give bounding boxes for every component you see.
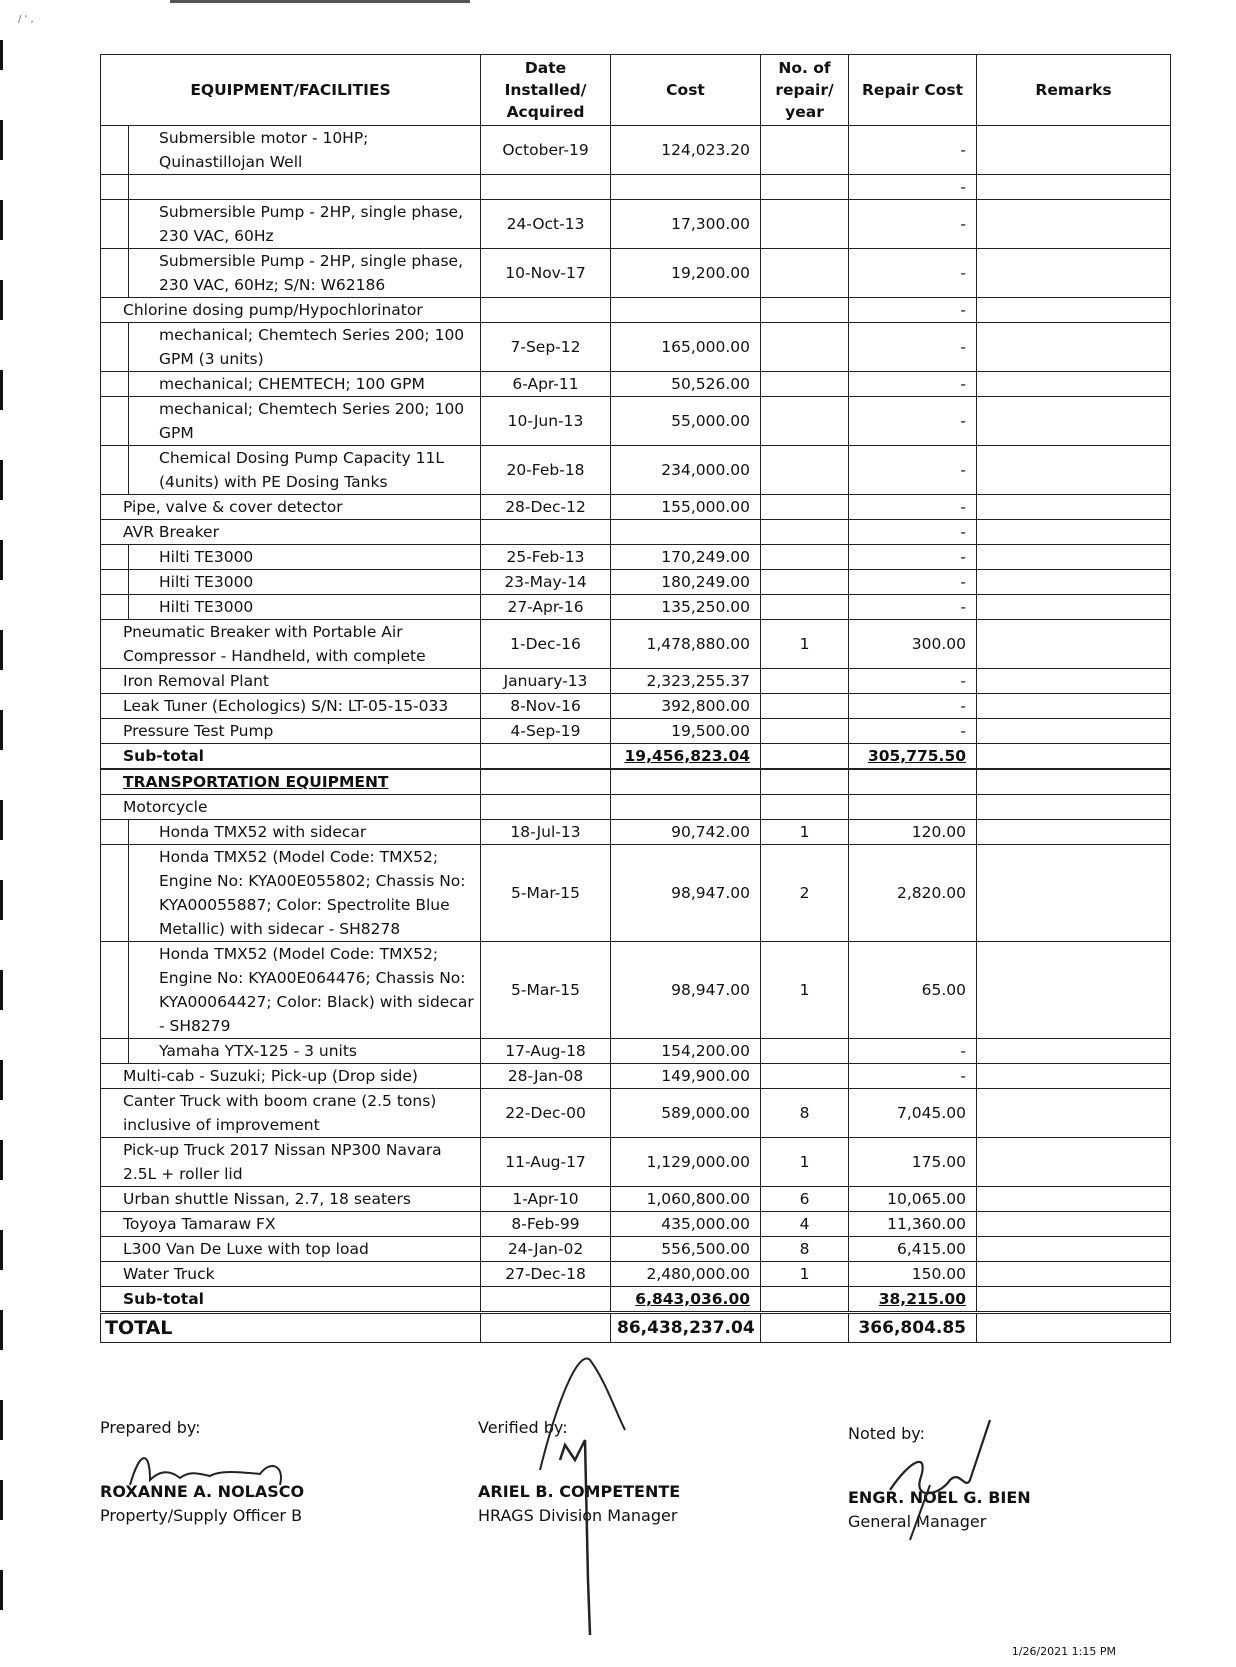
date-acquired: 5-Mar-15 bbox=[481, 942, 611, 1039]
table-row bbox=[101, 694, 1171, 719]
signature-scribble bbox=[530, 1350, 640, 1640]
date-acquired: 4-Sep-19 bbox=[481, 719, 611, 744]
indent-cell bbox=[101, 372, 129, 397]
table-row bbox=[101, 795, 1171, 820]
table-row bbox=[101, 1212, 1171, 1237]
table-row bbox=[101, 298, 1171, 323]
date-acquired: 24-Oct-13 bbox=[481, 200, 611, 249]
date-acquired: 8-Nov-16 bbox=[481, 694, 611, 719]
total-label: TOTAL bbox=[101, 1313, 481, 1343]
cost-value: 155,000.00 bbox=[611, 495, 761, 520]
repair-cost-value: - bbox=[849, 249, 977, 298]
date-acquired: October-19 bbox=[481, 126, 611, 175]
print-timestamp: 1/26/2021 1:15 PM bbox=[1011, 1645, 1116, 1658]
cost-value: 589,000.00 bbox=[611, 1089, 761, 1138]
indent-cell bbox=[101, 845, 129, 942]
cost-value: 19,456,823.04 bbox=[611, 744, 761, 769]
remarks-cell bbox=[977, 570, 1171, 595]
table-row bbox=[101, 1039, 1171, 1064]
cost-value: 55,000.00 bbox=[611, 397, 761, 446]
remarks-cell bbox=[977, 126, 1171, 175]
repair-count bbox=[761, 249, 849, 298]
equipment-description: Honda TMX52 with sidecar bbox=[129, 820, 481, 845]
table-row bbox=[101, 620, 1171, 669]
remarks-cell bbox=[977, 694, 1171, 719]
table-header-row bbox=[101, 55, 1171, 126]
header-repair-cost: Repair Cost bbox=[849, 55, 977, 126]
repair-cost-value: - bbox=[849, 175, 977, 200]
repair-cost-value: 120.00 bbox=[849, 820, 977, 845]
equipment-description: Hilti TE3000 bbox=[129, 545, 481, 570]
indent-cell bbox=[101, 175, 129, 200]
table-row bbox=[101, 744, 1171, 769]
equipment-description: Urban shuttle Nissan, 2.7, 18 seaters bbox=[101, 1187, 481, 1212]
date-acquired: 23-May-14 bbox=[481, 570, 611, 595]
remarks-cell bbox=[977, 520, 1171, 545]
indent-cell bbox=[101, 820, 129, 845]
indent-cell bbox=[101, 397, 129, 446]
repair-cost-value: 7,045.00 bbox=[849, 1089, 977, 1138]
table-row bbox=[101, 200, 1171, 249]
cost-value: 2,480,000.00 bbox=[611, 1262, 761, 1287]
repair-cost-value: - bbox=[849, 1064, 977, 1089]
equipment-description: Submersible Pump - 2HP, single phase, 230 VAC, 60Hz bbox=[129, 200, 481, 249]
repair-cost-value: - bbox=[849, 126, 977, 175]
repair-cost-value: - bbox=[849, 1039, 977, 1064]
scan-edge-mark bbox=[0, 880, 3, 920]
repair-cost-value: - bbox=[849, 200, 977, 249]
table-row bbox=[101, 719, 1171, 744]
repair-count: 1 bbox=[761, 620, 849, 669]
repair-count: 1 bbox=[761, 1262, 849, 1287]
cost-value: 1,129,000.00 bbox=[611, 1138, 761, 1187]
cost-value: 19,500.00 bbox=[611, 719, 761, 744]
cost-value: 124,023.20 bbox=[611, 126, 761, 175]
date-acquired: 27-Apr-16 bbox=[481, 595, 611, 620]
table-row bbox=[101, 1262, 1171, 1287]
remarks-cell bbox=[977, 620, 1171, 669]
remarks-cell bbox=[977, 545, 1171, 570]
equipment-table bbox=[100, 54, 1171, 1343]
repair-cost-value: - bbox=[849, 545, 977, 570]
remarks-cell bbox=[977, 323, 1171, 372]
date-acquired: 10-Nov-17 bbox=[481, 249, 611, 298]
prepared-label: Prepared by: bbox=[100, 1418, 201, 1437]
equipment-description: mechanical; Chemtech Series 200; 100 GPM (3 units) bbox=[129, 323, 481, 372]
repair-cost-value: 300.00 bbox=[849, 620, 977, 669]
repair-cost-value: 10,065.00 bbox=[849, 1187, 977, 1212]
repair-count bbox=[761, 770, 849, 795]
equipment-description: Honda TMX52 (Model Code: TMX52; Engine No: KYA00E064476; Chassis No: KYA00064427; Color: Black) with sidecar - SH8279 bbox=[129, 942, 481, 1039]
cost-value: 6,843,036.00 bbox=[611, 1287, 761, 1313]
repair-count bbox=[761, 744, 849, 769]
table-row bbox=[101, 126, 1171, 175]
scan-edge-mark bbox=[0, 1230, 3, 1270]
scan-edge-mark bbox=[0, 800, 3, 840]
cost-value: 435,000.00 bbox=[611, 1212, 761, 1237]
remarks-cell bbox=[977, 175, 1171, 200]
remarks-cell bbox=[977, 942, 1171, 1039]
repair-cost-value bbox=[849, 770, 977, 795]
date-acquired: 28-Jan-08 bbox=[481, 1064, 611, 1089]
indent-cell bbox=[101, 126, 129, 175]
indent-cell bbox=[101, 595, 129, 620]
equipment-description: Chlorine dosing pump/Hypochlorinator bbox=[101, 298, 481, 323]
indent-cell bbox=[101, 446, 129, 495]
repair-cost-value: - bbox=[849, 397, 977, 446]
noted-title: General Manager bbox=[848, 1512, 987, 1531]
cost-value: 234,000.00 bbox=[611, 446, 761, 495]
cost-value: 98,947.00 bbox=[611, 845, 761, 942]
verified-title: HRAGS Division Manager bbox=[478, 1506, 678, 1525]
remarks-cell bbox=[977, 397, 1171, 446]
remarks-cell bbox=[977, 249, 1171, 298]
table-row bbox=[101, 397, 1171, 446]
table-body bbox=[101, 126, 1171, 1313]
repair-count: 8 bbox=[761, 1089, 849, 1138]
cost-value: 19,200.00 bbox=[611, 249, 761, 298]
repair-count bbox=[761, 372, 849, 397]
total-row bbox=[101, 1313, 1171, 1343]
scan-edge-mark bbox=[0, 710, 3, 750]
equipment-description: Sub-total bbox=[101, 1287, 481, 1313]
remarks-cell bbox=[977, 719, 1171, 744]
repair-cost-value: - bbox=[849, 446, 977, 495]
cost-value: 98,947.00 bbox=[611, 942, 761, 1039]
equipment-description: Leak Tuner (Echologics) S/N: LT-05-15-033 bbox=[101, 694, 481, 719]
equipment-description: Multi-cab - Suzuki; Pick-up (Drop side) bbox=[101, 1064, 481, 1089]
remarks-cell bbox=[977, 1262, 1171, 1287]
repair-count bbox=[761, 669, 849, 694]
scan-edge-mark bbox=[0, 1480, 3, 1520]
header-cost: Cost bbox=[611, 55, 761, 126]
noted-label: Noted by: bbox=[848, 1424, 925, 1443]
repair-count: 4 bbox=[761, 1212, 849, 1237]
indent-cell bbox=[101, 570, 129, 595]
remarks-cell bbox=[977, 595, 1171, 620]
repair-count bbox=[761, 1064, 849, 1089]
scan-edge-mark bbox=[0, 540, 3, 580]
scan-edge-mark bbox=[0, 1140, 3, 1180]
remarks-cell bbox=[977, 795, 1171, 820]
remarks-cell bbox=[977, 744, 1171, 769]
repair-cost-value: 2,820.00 bbox=[849, 845, 977, 942]
scan-edge-mark bbox=[0, 370, 3, 410]
total-repair-cost: 366,804.85 bbox=[849, 1313, 977, 1343]
repair-cost-value: - bbox=[849, 570, 977, 595]
date-acquired: 6-Apr-11 bbox=[481, 372, 611, 397]
scan-edge-mark bbox=[0, 970, 3, 1010]
cost-value bbox=[611, 520, 761, 545]
cost-value: 1,478,880.00 bbox=[611, 620, 761, 669]
date-acquired: 1-Dec-16 bbox=[481, 620, 611, 669]
repair-count bbox=[761, 397, 849, 446]
remarks-cell bbox=[977, 1212, 1171, 1237]
repair-cost-value: 305,775.50 bbox=[849, 744, 977, 769]
cost-value: 149,900.00 bbox=[611, 1064, 761, 1089]
equipment-description: TRANSPORTATION EQUIPMENT bbox=[101, 770, 481, 795]
indent-cell bbox=[101, 200, 129, 249]
date-acquired: 18-Jul-13 bbox=[481, 820, 611, 845]
repair-count: 1 bbox=[761, 820, 849, 845]
table-row bbox=[101, 669, 1171, 694]
header-repairs: No. of repair/ year bbox=[761, 55, 849, 126]
cost-value: 170,249.00 bbox=[611, 545, 761, 570]
table-row bbox=[101, 595, 1171, 620]
equipment-description: Canter Truck with boom crane (2.5 tons) inclusive of improvement bbox=[101, 1089, 481, 1138]
repair-count: 1 bbox=[761, 1138, 849, 1187]
repair-cost-value: - bbox=[849, 694, 977, 719]
equipment-description: Pick-up Truck 2017 Nissan NP300 Navara 2.5L + roller lid bbox=[101, 1138, 481, 1187]
table-row bbox=[101, 845, 1171, 942]
repair-count: 8 bbox=[761, 1237, 849, 1262]
repair-cost-value: 6,415.00 bbox=[849, 1237, 977, 1262]
cost-value bbox=[611, 795, 761, 820]
repair-cost-value: - bbox=[849, 669, 977, 694]
repair-count bbox=[761, 175, 849, 200]
equipment-description: Honda TMX52 (Model Code: TMX52; Engine No: KYA00E055802; Chassis No: KYA00055887; Color: Spectrolite Blue Metallic) with sidecar - SH8278 bbox=[129, 845, 481, 942]
date-acquired: 11-Aug-17 bbox=[481, 1138, 611, 1187]
equipment-description: Sub-total bbox=[101, 744, 481, 769]
cost-value: 165,000.00 bbox=[611, 323, 761, 372]
equipment-description: AVR Breaker bbox=[101, 520, 481, 545]
scan-edge-mark bbox=[0, 1310, 3, 1350]
equipment-description: Pneumatic Breaker with Portable Air Compressor - Handheld, with complete bbox=[101, 620, 481, 669]
cost-value: 392,800.00 bbox=[611, 694, 761, 719]
table-row bbox=[101, 545, 1171, 570]
table-row bbox=[101, 820, 1171, 845]
equipment-description: Pipe, valve & cover detector bbox=[101, 495, 481, 520]
scan-edge-mark bbox=[0, 200, 3, 240]
date-acquired: 28-Dec-12 bbox=[481, 495, 611, 520]
header-remarks: Remarks bbox=[977, 55, 1171, 126]
repair-cost-value: - bbox=[849, 372, 977, 397]
repair-cost-value: 38,215.00 bbox=[849, 1287, 977, 1313]
cost-value: 90,742.00 bbox=[611, 820, 761, 845]
equipment-description: Submersible Pump - 2HP, single phase, 230 VAC, 60Hz; S/N: W62186 bbox=[129, 249, 481, 298]
cost-value: 1,060,800.00 bbox=[611, 1187, 761, 1212]
remarks-cell bbox=[977, 372, 1171, 397]
repair-cost-value: - bbox=[849, 495, 977, 520]
cost-value bbox=[611, 175, 761, 200]
scan-edge-mark bbox=[0, 460, 3, 500]
remarks-cell bbox=[977, 669, 1171, 694]
repair-count bbox=[761, 520, 849, 545]
remarks-cell bbox=[977, 1187, 1171, 1212]
date-acquired: 8-Feb-99 bbox=[481, 1212, 611, 1237]
date-acquired bbox=[481, 520, 611, 545]
repair-cost-value: - bbox=[849, 520, 977, 545]
prepared-title: Property/Supply Officer B bbox=[100, 1506, 303, 1525]
repair-count bbox=[761, 298, 849, 323]
remarks-cell bbox=[977, 1237, 1171, 1262]
cost-value: 154,200.00 bbox=[611, 1039, 761, 1064]
equipment-description: Hilti TE3000 bbox=[129, 595, 481, 620]
remarks-cell bbox=[977, 298, 1171, 323]
scan-edge-mark bbox=[0, 1060, 3, 1100]
verified-name: ARIEL B. COMPETENTE bbox=[478, 1482, 681, 1501]
date-acquired: 7-Sep-12 bbox=[481, 323, 611, 372]
table-row bbox=[101, 175, 1171, 200]
equipment-description: Yamaha YTX-125 - 3 units bbox=[129, 1039, 481, 1064]
date-acquired bbox=[481, 795, 611, 820]
remarks-cell bbox=[977, 1089, 1171, 1138]
date-acquired bbox=[481, 770, 611, 795]
repair-count bbox=[761, 1287, 849, 1313]
repair-count bbox=[761, 495, 849, 520]
repair-count bbox=[761, 323, 849, 372]
repair-cost-value: - bbox=[849, 595, 977, 620]
repair-count bbox=[761, 200, 849, 249]
total-cost: 86,438,237.04 bbox=[611, 1313, 761, 1343]
remarks-cell bbox=[977, 845, 1171, 942]
repair-cost-value bbox=[849, 795, 977, 820]
cost-value bbox=[611, 298, 761, 323]
repair-cost-value: 65.00 bbox=[849, 942, 977, 1039]
date-acquired bbox=[481, 744, 611, 769]
repair-cost-value: - bbox=[849, 719, 977, 744]
repair-count bbox=[761, 570, 849, 595]
indent-cell bbox=[101, 1039, 129, 1064]
header-date: Date Installed/ Acquired bbox=[481, 55, 611, 126]
cost-value: 180,249.00 bbox=[611, 570, 761, 595]
table-row bbox=[101, 570, 1171, 595]
table-row bbox=[101, 1187, 1171, 1212]
repair-count bbox=[761, 126, 849, 175]
equipment-description: Submersible motor - 10HP; Quinastillojan Well bbox=[129, 126, 481, 175]
repair-count bbox=[761, 1039, 849, 1064]
repair-cost-value: 11,360.00 bbox=[849, 1212, 977, 1237]
table-row bbox=[101, 446, 1171, 495]
scan-edge-mark bbox=[0, 40, 3, 70]
remarks-cell bbox=[977, 770, 1171, 795]
cost-value: 2,323,255.37 bbox=[611, 669, 761, 694]
repair-count: 1 bbox=[761, 942, 849, 1039]
equipment-description: Pressure Test Pump bbox=[101, 719, 481, 744]
equipment-description: mechanical; CHEMTECH; 100 GPM bbox=[129, 372, 481, 397]
remarks-cell bbox=[977, 495, 1171, 520]
total-repairs-cell bbox=[761, 1313, 849, 1343]
date-acquired bbox=[481, 1287, 611, 1313]
table-row bbox=[101, 249, 1171, 298]
date-acquired: 25-Feb-13 bbox=[481, 545, 611, 570]
equipment-description: Chemical Dosing Pump Capacity 11L (4units) with PE Dosing Tanks bbox=[129, 446, 481, 495]
equipment-description: Iron Removal Plant bbox=[101, 669, 481, 694]
indent-cell bbox=[101, 249, 129, 298]
header-equipment: EQUIPMENT/FACILITIES bbox=[101, 55, 481, 126]
repair-count bbox=[761, 694, 849, 719]
scan-edge-mark bbox=[0, 120, 3, 160]
repair-cost-value: - bbox=[849, 298, 977, 323]
repair-count bbox=[761, 545, 849, 570]
repair-count bbox=[761, 795, 849, 820]
total-remarks-cell bbox=[977, 1313, 1171, 1343]
cost-value bbox=[611, 770, 761, 795]
remarks-cell bbox=[977, 1287, 1171, 1313]
table-row bbox=[101, 770, 1171, 795]
scan-corner-mark: / ' , bbox=[18, 14, 34, 25]
table-row bbox=[101, 495, 1171, 520]
indent-cell bbox=[101, 942, 129, 1039]
date-acquired: 22-Dec-00 bbox=[481, 1089, 611, 1138]
equipment-description: Motorcycle bbox=[101, 795, 481, 820]
cost-value: 17,300.00 bbox=[611, 200, 761, 249]
scan-edge-mark bbox=[0, 630, 3, 670]
equipment-description: Toyoya Tamaraw FX bbox=[101, 1212, 481, 1237]
equipment-description: mechanical; Chemtech Series 200; 100 GPM bbox=[129, 397, 481, 446]
repair-cost-value: 175.00 bbox=[849, 1138, 977, 1187]
repair-cost-value: 150.00 bbox=[849, 1262, 977, 1287]
verified-label: Verified by: bbox=[478, 1418, 568, 1437]
scan-edge-mark bbox=[0, 1400, 3, 1440]
repair-count bbox=[761, 719, 849, 744]
cost-value: 556,500.00 bbox=[611, 1237, 761, 1262]
table-row bbox=[101, 1287, 1171, 1313]
remarks-cell bbox=[977, 820, 1171, 845]
indent-cell bbox=[101, 545, 129, 570]
total-date-cell bbox=[481, 1313, 611, 1343]
signature-scribble bbox=[870, 1410, 1010, 1550]
table-row bbox=[101, 323, 1171, 372]
remarks-cell bbox=[977, 200, 1171, 249]
remarks-cell bbox=[977, 1138, 1171, 1187]
prepared-name: ROXANNE A. NOLASCO bbox=[100, 1482, 305, 1501]
date-acquired: 1-Apr-10 bbox=[481, 1187, 611, 1212]
repair-count bbox=[761, 595, 849, 620]
date-acquired: 24-Jan-02 bbox=[481, 1237, 611, 1262]
date-acquired: 10-Jun-13 bbox=[481, 397, 611, 446]
repair-count: 2 bbox=[761, 845, 849, 942]
scan-top-line bbox=[170, 0, 470, 3]
equipment-description bbox=[129, 175, 481, 200]
repair-count: 6 bbox=[761, 1187, 849, 1212]
table-row bbox=[101, 1089, 1171, 1138]
date-acquired bbox=[481, 175, 611, 200]
table-row bbox=[101, 520, 1171, 545]
date-acquired bbox=[481, 298, 611, 323]
table-row bbox=[101, 1064, 1171, 1089]
indent-cell bbox=[101, 323, 129, 372]
cost-value: 135,250.00 bbox=[611, 595, 761, 620]
date-acquired: 17-Aug-18 bbox=[481, 1039, 611, 1064]
remarks-cell bbox=[977, 1039, 1171, 1064]
repair-cost-value: - bbox=[849, 323, 977, 372]
date-acquired: 5-Mar-15 bbox=[481, 845, 611, 942]
scan-edge-mark bbox=[0, 280, 3, 320]
cost-value: 50,526.00 bbox=[611, 372, 761, 397]
table-row bbox=[101, 942, 1171, 1039]
equipment-description: L300 Van De Luxe with top load bbox=[101, 1237, 481, 1262]
date-acquired: 20-Feb-18 bbox=[481, 446, 611, 495]
signature-scribble bbox=[120, 1440, 300, 1500]
scan-edge-mark bbox=[0, 1570, 3, 1610]
equipment-description: Hilti TE3000 bbox=[129, 570, 481, 595]
repair-count bbox=[761, 446, 849, 495]
table-row bbox=[101, 1138, 1171, 1187]
remarks-cell bbox=[977, 446, 1171, 495]
remarks-cell bbox=[977, 1064, 1171, 1089]
table-row bbox=[101, 372, 1171, 397]
date-acquired: 27-Dec-18 bbox=[481, 1262, 611, 1287]
table-row bbox=[101, 1237, 1171, 1262]
equipment-description: Water Truck bbox=[101, 1262, 481, 1287]
date-acquired: January-13 bbox=[481, 669, 611, 694]
noted-name: ENGR. NOEL G. BIEN bbox=[848, 1488, 1031, 1507]
